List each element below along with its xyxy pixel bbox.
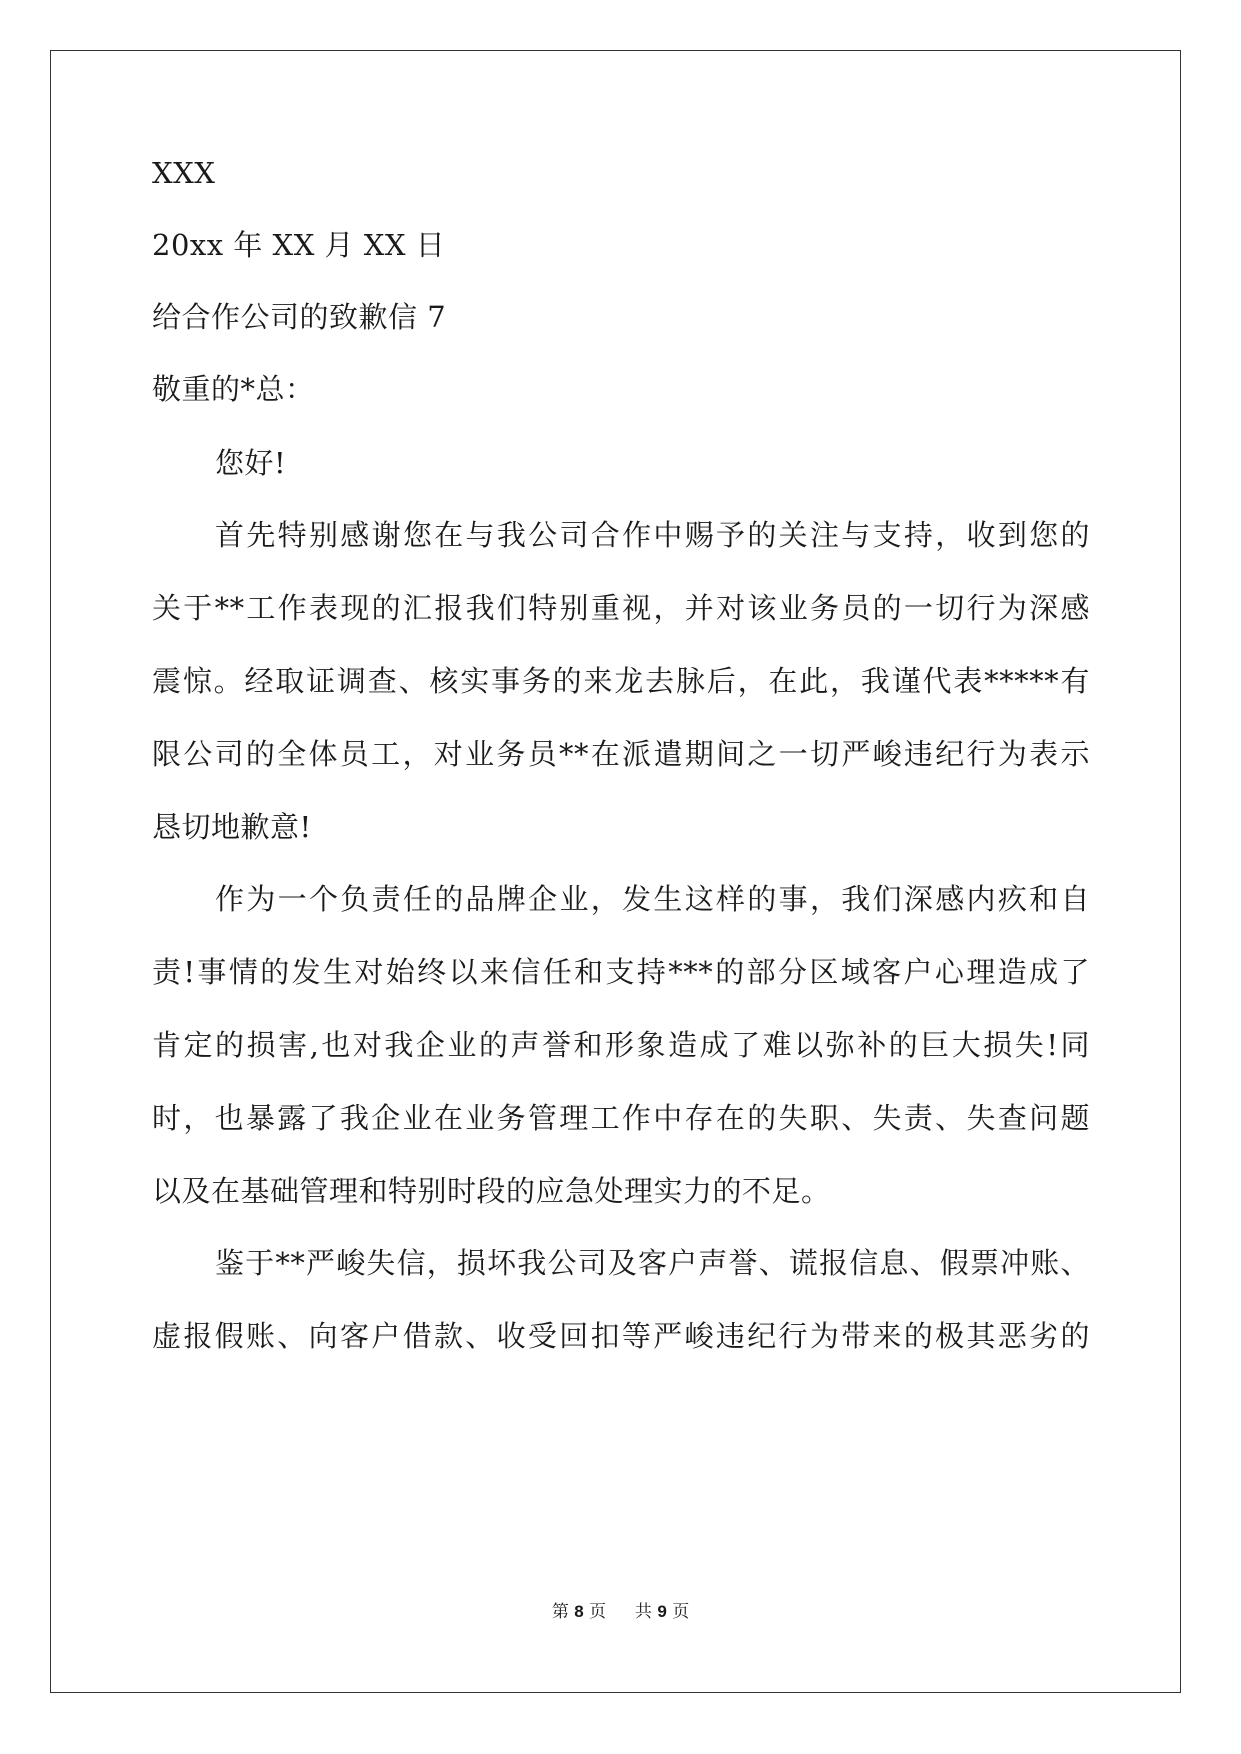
paragraph-line: 以及在基础管理和特别时段的应急处理实力的不足。 <box>152 1174 831 1208</box>
paragraph-line: 作为一个负责任的品牌企业，发生这样的事，我们深感内疚和自 <box>215 882 1090 916</box>
paragraph-line: 首先特别感谢您在与我公司合作中赐予的关注与支持，收到您的 <box>215 518 1090 552</box>
total-suffix: 页 <box>672 1602 690 1622</box>
total-prefix: 共 <box>634 1602 652 1622</box>
greeting: 您好! <box>215 446 287 480</box>
paragraph-line: 鉴于**严峻失信，损坏我公司及客户声誉、谎报信息、假票冲账、 <box>215 1246 1090 1280</box>
paragraph-line: 限公司的全体员工，对业务员**在派遣期间之一切严峻违纪行为表示 <box>152 737 1090 771</box>
current-page-number: 8 <box>574 1602 584 1621</box>
signature: XXX <box>152 156 216 190</box>
paragraph-line: 震惊。经取证调查、核实事务的来龙去脉后，在此，我谨代表*****有 <box>152 664 1090 698</box>
page-border <box>50 50 1181 1693</box>
paragraph-line: 虚报假账、向客户借款、收受回扣等严峻违纪行为带来的极其恶劣的 <box>152 1319 1090 1353</box>
letter-title: 给合作公司的致歉信 7 <box>152 300 447 334</box>
page-suffix: 页 <box>589 1602 607 1622</box>
paragraph-line: 恳切地歉意! <box>152 810 312 844</box>
paragraph-line: 肯定的损害,也对我企业的声誉和形象造成了难以弥补的巨大损失!同 <box>152 1028 1090 1062</box>
paragraph-line: 责!事情的发生对始终以来信任和支持***的部分区域客户心理造成了 <box>152 955 1090 989</box>
page-prefix: 第 <box>551 1602 569 1622</box>
page-footer <box>0 1602 1241 1622</box>
paragraph-line: 关于**工作表现的汇报我们特别重视，并对该业务员的一切行为深感 <box>152 591 1090 625</box>
paragraph-line: 时，也暴露了我企业在业务管理工作中存在的失职、失责、失查问题 <box>152 1101 1090 1135</box>
date-line: 20xx 年 XX 月 XX 日 <box>152 228 446 262</box>
salutation: 敬重的*总： <box>152 372 315 406</box>
total-page-number: 9 <box>657 1602 667 1621</box>
